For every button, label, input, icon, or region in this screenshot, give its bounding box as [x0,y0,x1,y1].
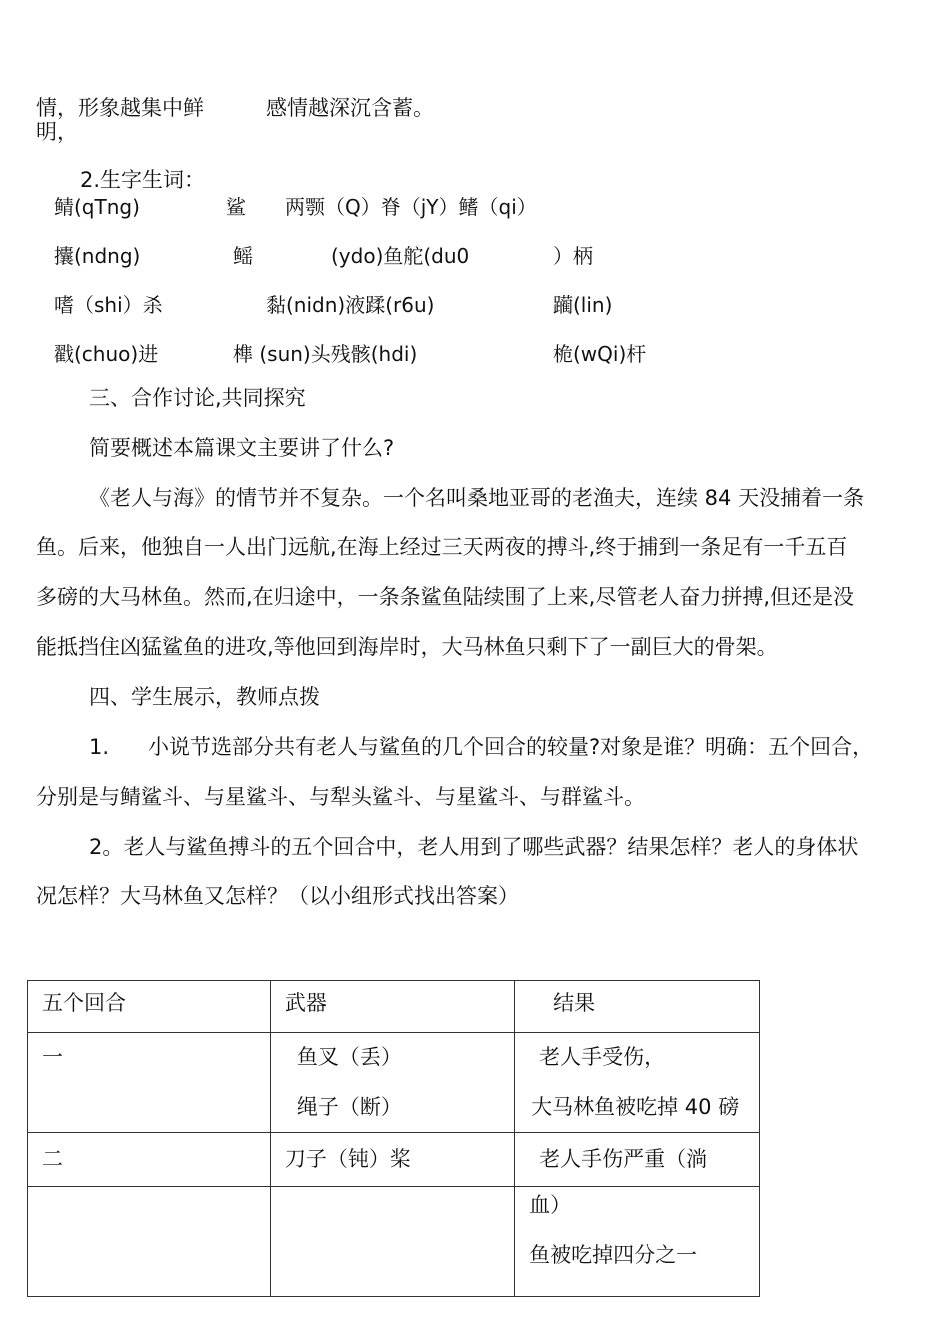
vocab-row-2-d: ）柄 [553,244,593,268]
row-1-results: 老人手受伤， 大马林鱼被吃掉 40 磅 [515,1033,760,1133]
row-3-weapons [270,1187,514,1297]
vocab-row-3-c: 躏(lin) [553,293,613,317]
section-3-title: 三、合作讨论,共同探究 [89,386,306,410]
header-weapons: 武器 [270,981,514,1033]
row-1-weapons: 鱼叉（丢） 绳子（断） [270,1033,514,1133]
header-round: 五个回合 [28,981,271,1033]
cut-heading: 2.生字生词： [80,168,206,192]
section-4-title: 四、学生展示，教师点拨 [89,685,320,709]
row-3-results: 血） 鱼被吃掉四分之一 [515,1187,760,1297]
row-2-round: 二 [28,1133,271,1187]
vocab-row-4-a: 戳(chuo)进 [54,342,159,366]
results-table [27,980,760,1297]
table-row [28,1133,760,1187]
table-header-row [28,981,760,1033]
vocab-row-1-b: 鲨 [226,195,246,219]
summary-line-1: 《老人与海》的情节并不复杂。一个名叫桑地亚哥的老渔夫，连续 84 天没捕着一条 [89,486,865,510]
vocab-row-4-c: 桅(wQi)杆 [553,342,647,366]
row-2-weapons: 刀子（钝）桨 [270,1133,514,1187]
table-row [28,1033,760,1133]
row-3-round [28,1187,271,1297]
summary-line-4: 能抵挡住凶猛鲨鱼的进攻,等他回到海岸时，大马林鱼只剩下了一副巨大的骨架。 [36,635,778,659]
header-results: 结果 [515,981,760,1033]
question-1-line-2: 分别是与鲭鲨斗、与星鲨斗、与犁头鲨斗、与星鲨斗、与群鲨斗。 [36,785,645,809]
question-2-line-2: 况怎样？大马林鱼又怎样？（以小组形式找出答案） [36,884,519,908]
vocab-row-2-c: (ydo)鱼舵(du0 [331,244,470,268]
vocab-row-3-a: 嗜（shi）杀 [54,293,163,317]
cut-heading-wrapper [80,168,206,192]
vocab-row-3-b: 黏(nidn)液蹂(r6u) [266,293,435,317]
table-row [28,1187,760,1297]
row-1-round: 一 [28,1033,271,1133]
vocab-row-1-a: 鲭(qTng) [54,195,140,219]
top-line-left: 情，形象越集中鲜 [36,96,204,120]
question-1-line-1: 小说节选部分共有老人与鲨鱼的几个回合的较量?对象是谁？明确：五个回合， [148,735,874,759]
vocab-row-2-b: 鳐 [233,244,253,268]
vocab-row-4-b: 榫 (sun)头残骸(hdi) [233,342,418,366]
vocab-row-1-c: 两颚（Q）脊（jY）鳍（qi） [285,195,537,219]
row-2-results: 老人手伤严重（淌 [515,1133,760,1187]
summary-line-2: 鱼。后来，他独自一人出门远航,在海上经过三天两夜的搏斗,终于捕到一条足有一千五百 [36,535,848,559]
top-line-2: 明， [36,120,78,144]
question-2-line-1: 2。老人与鲨鱼搏斗的五个回合中，老人用到了哪些武器？结果怎样？老人的身体状 [89,835,859,859]
top-line-right: 感情越深沉含蓄。 [266,96,434,120]
summary-line-3: 多磅的大马林鱼。然而,在归途中，一条条鲨鱼陆续围了上来,尽管老人奋力拼搏,但还是没 [36,585,855,609]
section-3-question: 简要概述本篇课文主要讲了什么? [89,436,395,460]
question-1-number: 1. [89,735,110,759]
vocab-row-2-a: 攮(ndng) [54,244,141,268]
